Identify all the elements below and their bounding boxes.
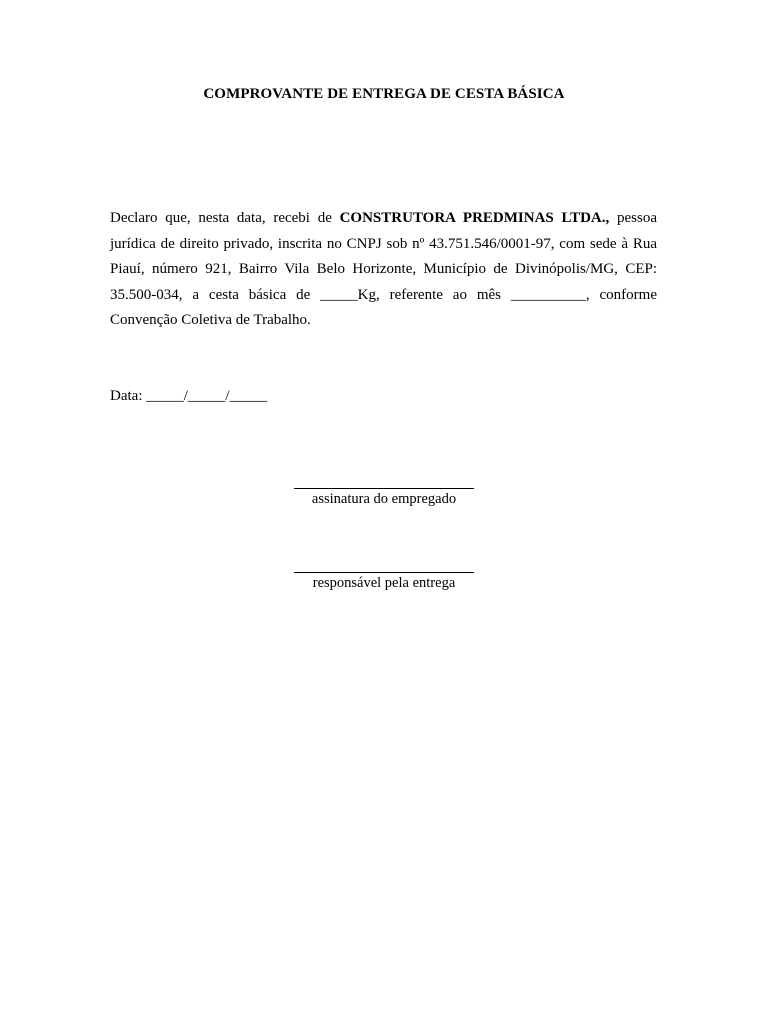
document-title: COMPROVANTE DE ENTREGA DE CESTA BÁSICA	[203, 86, 565, 102]
employee-signature-block	[294, 488, 474, 508]
delivery-signature-block	[294, 572, 474, 592]
delivery-signature-line	[294, 572, 474, 573]
declaration-intro: Declaro que, nesta data, recebi de	[110, 210, 340, 226]
employee-signature-label: assinatura do empregado	[311, 491, 457, 507]
date-field: Data: _____/_____/_____	[110, 388, 268, 404]
delivery-signature-label: responsável pela entrega	[312, 575, 456, 591]
employee-signature-line	[294, 488, 474, 489]
declaration-rest: pessoa jurídica de direito privado, inscrita no CNPJ sob nº 43.751.546/0001-97, com sede à Rua Piauí, número 921, Bairro Vila Belo Horizonte, Município de Divinópolis/MG, CEP: 35.500-034, a cesta básica de _____Kg, referente ao mês __________, conforme Convenção Coletiva de Trabalho.	[110, 210, 657, 329]
company-name: CONSTRUTORA PREDMINAS LTDA.,	[339, 210, 610, 226]
declaration-paragraph	[110, 206, 657, 334]
